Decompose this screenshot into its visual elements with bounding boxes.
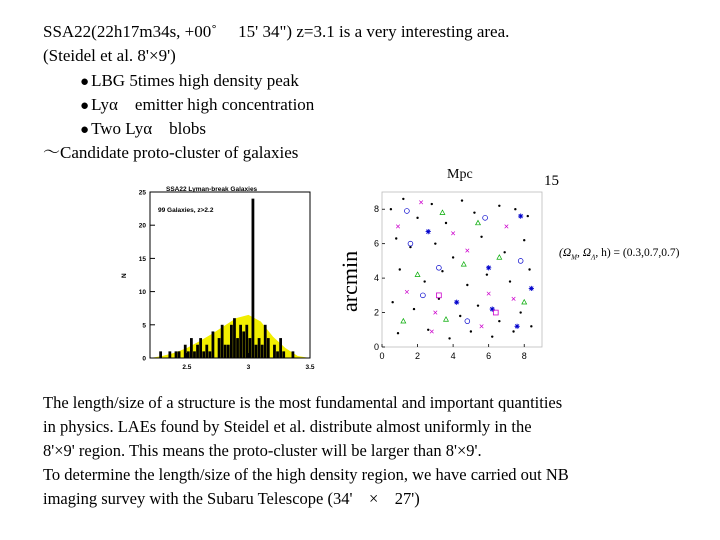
galaxy-dot <box>413 308 415 310</box>
galaxy-dot <box>498 320 500 322</box>
histogram-bar <box>230 325 233 358</box>
histogram-bar <box>159 351 162 358</box>
galaxy-dot <box>397 332 399 334</box>
body-line: 8'×9' region. This means the proto-cluster will be larger than 8'×9'. <box>43 441 482 460</box>
y-tick-label: 2 <box>373 307 379 318</box>
body-line: in physics. LAEs found by Steidel et al. distribute almost uniformly in the <box>43 417 532 436</box>
y-tick-label: 0 <box>142 355 146 363</box>
histogram-annotation: 99 Galaxies, z>2.2 <box>158 207 214 214</box>
histogram-bar <box>236 338 239 358</box>
galaxy-dot <box>423 280 425 282</box>
arcmin-label: arcmin <box>337 250 362 312</box>
galaxy-dot <box>445 222 447 224</box>
histogram-bar <box>212 331 215 358</box>
galaxy-star <box>426 229 431 234</box>
galaxy-star <box>486 265 491 270</box>
body-line: To determine the length/size of the high density region, we have carried out NB <box>43 465 569 484</box>
histogram-bar <box>245 325 248 358</box>
histogram-bar <box>208 351 211 358</box>
y-tick-label: 8 <box>373 204 379 215</box>
galaxy-dot <box>503 251 505 253</box>
galaxy-dot <box>473 211 475 213</box>
galaxy-distribution-map <box>366 186 548 362</box>
galaxy-dot <box>391 301 393 303</box>
galaxy-dot <box>491 335 493 337</box>
histogram-bar <box>273 345 276 358</box>
galaxy-dot <box>402 198 404 200</box>
histogram-bar <box>282 351 285 358</box>
galaxy-dot <box>459 315 461 317</box>
bullet-item <box>80 95 314 116</box>
histogram-bar <box>292 351 295 358</box>
histogram-bar <box>193 351 196 358</box>
histogram-bar <box>175 351 178 358</box>
galaxy-dot <box>530 325 532 327</box>
histogram-bar <box>239 325 242 358</box>
galaxy-dot <box>395 237 397 239</box>
bullet-text: Lyα emitter high concentration <box>91 95 315 114</box>
reference-line: (Steidel et al. 8'×9') <box>43 46 176 65</box>
body-line: imaging survey with the Subaru Telescope (34' × 27') <box>43 489 420 508</box>
y-tick-label: 20 <box>138 222 146 230</box>
galaxy-dot <box>399 268 401 270</box>
bullet-item <box>80 119 206 140</box>
y-tick-label: 4 <box>373 273 379 284</box>
histogram-bar <box>190 338 193 358</box>
bullet-item <box>80 71 299 92</box>
galaxy-dot <box>441 270 443 272</box>
galaxy-dot <box>427 329 429 331</box>
y-tick-label: 5 <box>142 322 146 330</box>
histogram-bar <box>261 345 264 358</box>
galaxy-dot <box>527 215 529 217</box>
x-tick-label: 6 <box>486 351 492 361</box>
bullet-text: Two Lyα blobs <box>91 119 206 138</box>
histogram-bar <box>202 351 205 358</box>
galaxy-dot <box>509 280 511 282</box>
map-frame <box>382 192 542 347</box>
galaxy-dot <box>448 337 450 339</box>
galaxy-star <box>490 307 495 312</box>
cosmo-part: , Ω <box>577 247 592 259</box>
body-line: The length/size of a structure is the most fundamental and important quantities <box>43 393 563 412</box>
histogram-bar <box>224 345 227 358</box>
histogram-bar <box>233 318 236 358</box>
y-tick-label: 6 <box>373 238 379 249</box>
histogram-bar <box>279 338 282 358</box>
mpc-value: 15 <box>544 173 559 189</box>
galaxy-dot <box>486 273 488 275</box>
histogram-ylabel: N <box>121 273 128 278</box>
galaxy-dot <box>512 330 514 332</box>
galaxy-dot <box>470 330 472 332</box>
cosmo-part: , h) = (0.3,0.7,0.7) <box>595 247 680 259</box>
histogram-title: SSA22 Lyman-break Galaxies <box>166 186 258 193</box>
bullet-text: LBG 5times high density peak <box>91 71 299 90</box>
bullet-dot-icon: ● <box>80 98 90 114</box>
galaxy-star <box>529 286 534 291</box>
galaxy-dot <box>519 311 521 313</box>
galaxy-dot <box>514 208 516 210</box>
histogram-bar <box>264 325 267 358</box>
galaxy-dot <box>431 203 433 205</box>
x-tick-label: 3 <box>246 364 251 371</box>
bullet-dot-icon: ● <box>80 122 90 138</box>
cosmo-part: (Ω <box>559 247 572 259</box>
galaxy-dot <box>416 217 418 219</box>
y-tick-label: 25 <box>138 189 146 197</box>
histogram-bar <box>267 338 270 358</box>
galaxy-dot <box>523 239 525 241</box>
histogram-bar <box>205 345 208 358</box>
x-tick-label: 2.5 <box>182 364 192 371</box>
histogram-bar <box>276 351 279 358</box>
candidate-line: ～Candidate proto-cluster of galaxies <box>43 143 299 162</box>
galaxy-dot <box>434 242 436 244</box>
galaxy-star <box>515 324 520 329</box>
histogram-bar <box>196 345 199 358</box>
mpc-label: Mpc <box>447 167 473 182</box>
galaxy-dot <box>477 304 479 306</box>
y-tick-label: 0 <box>373 342 379 352</box>
galaxy-dot <box>461 199 463 201</box>
x-tick-label: 8 <box>521 351 527 361</box>
histogram-bar <box>218 338 221 358</box>
histogram-bar <box>227 345 230 358</box>
galaxy-dot <box>498 205 500 207</box>
histogram-bar <box>221 325 224 358</box>
redshift-histogram <box>118 182 318 372</box>
cosmology-params <box>559 247 679 261</box>
histogram-bar <box>252 199 255 358</box>
histogram-bar <box>199 338 202 358</box>
x-tick-label: 4 <box>450 351 456 361</box>
galaxy-dot <box>452 256 454 258</box>
y-tick-label: 10 <box>138 289 146 297</box>
histogram-bar <box>184 345 187 358</box>
histogram-bar <box>255 345 258 358</box>
x-tick-label: 0 <box>379 351 385 361</box>
x-tick-label: 3.5 <box>305 364 315 371</box>
histogram-bar <box>168 351 171 358</box>
cosmo-sub: Λ <box>591 253 596 262</box>
galaxy-star <box>454 300 459 305</box>
galaxy-star <box>518 214 523 219</box>
histogram-bar <box>258 338 261 358</box>
title-line: SSA22(22h17m34s, +00˚ 15' 34") z=3.1 is a very interesting area. <box>43 22 510 41</box>
galaxy-dot <box>466 284 468 286</box>
histogram-bar <box>242 331 245 358</box>
cosmo-sub: M <box>571 253 577 262</box>
galaxy-dot <box>480 236 482 238</box>
x-tick-label: 2 <box>415 351 421 361</box>
body-paragraph <box>43 391 713 511</box>
histogram-bar <box>178 351 181 358</box>
galaxy-dot <box>390 208 392 210</box>
y-tick-label: 15 <box>138 255 146 263</box>
galaxy-dot <box>528 268 530 270</box>
bullet-dot-icon: ● <box>80 74 90 90</box>
